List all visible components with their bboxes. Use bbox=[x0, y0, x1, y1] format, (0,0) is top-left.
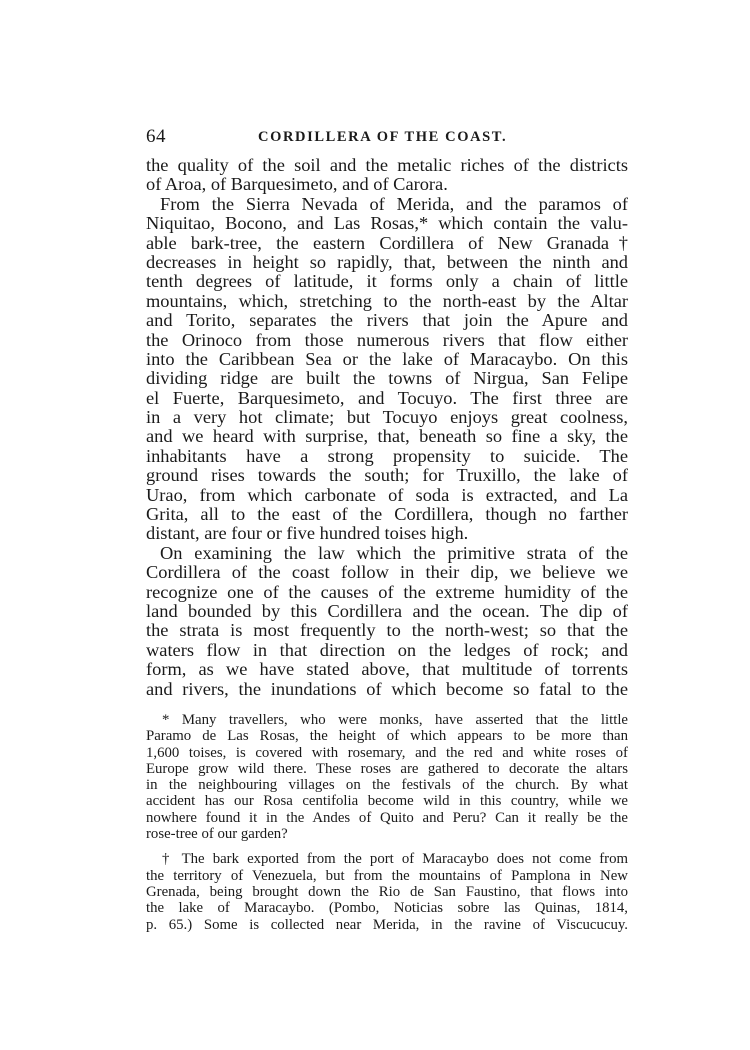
body-line: distant, are four or five hundred toises high. bbox=[146, 523, 469, 544]
footnote-line: rose-tree of our garden? bbox=[146, 826, 288, 843]
page-number: 64 bbox=[146, 126, 166, 147]
footnote-line: p. 65.) Some is collected near Merida, in the ravine of Viscucucuy. bbox=[146, 916, 628, 933]
footnote-line: nowhere found it in the Andes of Quito and Peru? Can it really be the bbox=[146, 809, 628, 826]
footnote-line: Paramo de Las Rosas, the height of which appears to be more than bbox=[146, 728, 628, 745]
body-line: form, as we have stated above, that multitude of torrents bbox=[146, 659, 628, 680]
body-line: On examining the law which the primitive strata of the bbox=[160, 542, 628, 563]
body-line: Niquitao, Bocono, and Las Rosas,* which contain the valu- bbox=[146, 213, 628, 234]
body-line: the Orinoco from those numerous rivers that flow either bbox=[146, 329, 628, 350]
body-line: inhabitants have a strong propensity to suicide. The bbox=[146, 445, 628, 466]
body-line: ground rises towards the south; for Truxillo, the lake of bbox=[146, 465, 628, 486]
footnote-line: 1,600 toises, is covered with rosemary, and the red and white roses of bbox=[146, 744, 628, 761]
footnote-line: Grenada, being brought down the Rio de San Faustino, that flows into bbox=[146, 883, 628, 900]
running-title: CORDILLERA OF THE COAST. bbox=[258, 129, 508, 145]
footnote-line: the lake of Maracaybo. (Pombo, Noticias sobre las Quinas, 1814, bbox=[146, 900, 628, 917]
footnote-line: * Many travellers, who were monks, have asserted that the little bbox=[162, 712, 628, 728]
footnote-line: the territory of Venezuela, but from the mountains of Pamplona in New bbox=[146, 867, 628, 884]
body-line: and we heard with surprise, that, beneath so fine a sky, the bbox=[146, 426, 628, 447]
body-line: From the Sierra Nevada of Merida, and the paramos of bbox=[160, 193, 628, 214]
body-line: Grita, all to the east of the Cordillera, though no farther bbox=[146, 504, 628, 525]
footnote-line: † The bark exported from the port of Maracaybo does not come from bbox=[162, 851, 628, 868]
body-line: dividing ridge are built the towns of Nirgua, San Felipe bbox=[146, 368, 628, 389]
footnote-line: Europe grow wild there. These roses are gathered to decorate the altars bbox=[146, 760, 628, 777]
page-header bbox=[146, 126, 628, 150]
body-line: land bounded by this Cordillera and the ocean. The dip of bbox=[146, 600, 628, 621]
footnote-line: in the neighbouring villages on the festivals of the church. By what bbox=[146, 777, 628, 794]
footnotes bbox=[146, 712, 628, 933]
body-line: Urao, from which carbonate of soda is extracted, and La bbox=[146, 484, 628, 505]
body-line: el Fuerte, Barquesimeto, and Tocuyo. The first three are bbox=[146, 387, 628, 408]
body-line: and rivers, the inundations of which become so fatal to the bbox=[146, 678, 628, 699]
body-line: the quality of the soil and the metalic riches of the districts bbox=[146, 155, 628, 175]
body-line: Cordillera of the coast follow in their dip, we believe we bbox=[146, 562, 628, 583]
footnote-line: accident has our Rosa centifolia become wild in this country, while we bbox=[146, 793, 628, 810]
footnote-bark bbox=[146, 851, 628, 932]
body-line: able bark-tree, the eastern Cordillera of New Granada† bbox=[146, 232, 628, 253]
body-line: and Torito, separates the rivers that join the Apure and bbox=[146, 310, 628, 331]
body-line: recognize one of the causes of the extreme humidity of the bbox=[146, 581, 628, 602]
body-line: in a very hot climate; but Tocuyo enjoys great coolness, bbox=[146, 407, 628, 428]
body-line: mountains, which, stretching to the north-east by the Altar bbox=[146, 290, 628, 311]
body-line: waters flow in that direction on the ledges of rock; and bbox=[146, 639, 628, 660]
body-line: tenth degrees of latitude, it forms only a chain of little bbox=[146, 271, 628, 292]
footnote-spacer bbox=[146, 842, 628, 851]
body-text bbox=[146, 156, 628, 699]
body-line: into the Caribbean Sea or the lake of Maracaybo. On this bbox=[146, 348, 628, 369]
footnote-rosas bbox=[146, 712, 628, 842]
body-line: decreases in height so rapidly, that, between the ninth and bbox=[146, 251, 628, 272]
body-line: the strata is most frequently to the north-west; so that the bbox=[146, 620, 628, 641]
body-line: of Aroa, of Barquesimeto, and of Carora. bbox=[146, 174, 448, 195]
